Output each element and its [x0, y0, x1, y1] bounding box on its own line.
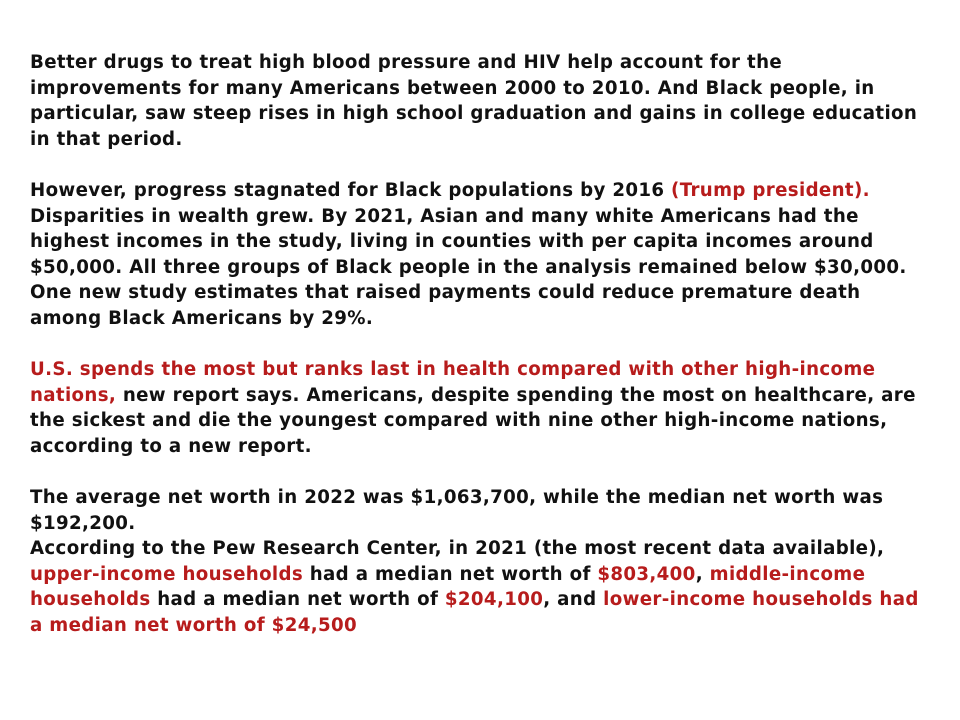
paragraph-us-health-ranking [30, 357, 930, 459]
middle-income-highlight: middle-income households [30, 563, 866, 611]
paragraph-spacer [30, 152, 930, 178]
wealth-disparities-text: Disparities in wealth grew. By 2021, Asian and many white Americans had the highest incomes in the study, living in counties with per capita incomes around $50,000. All three groups of Black people in the analysis remained below $30,000. [30, 205, 907, 278]
new-report-text: new report says. Americans, despite spending the most on healthcare, are the sickest and die the youngest compared with nine other high-income nations, according to a new report. [30, 384, 916, 457]
pew-intro-text: According to the Pew Research Center, in 2021 (the most recent data available), [30, 538, 885, 560]
median-text-2: had a median net worth of [150, 589, 445, 611]
and-text: , and [543, 589, 604, 611]
paragraph-premature-death-study: One new study estimates that raised payments could reduce premature death among Black Americans by 29%. [30, 282, 861, 329]
lower-income-highlight: lower-income households had a median net worth of $24,500 [30, 589, 919, 637]
paragraph-pew-research [30, 536, 930, 638]
middle-income-value: $204,100 [444, 589, 544, 611]
paragraph-net-worth-2022: The average net worth in 2022 was $1,063,700, while the median net worth was $192,200. [30, 487, 884, 534]
document-body [30, 50, 930, 639]
upper-income-value: $803,400 [597, 563, 696, 585]
paragraph-spacer [30, 460, 930, 486]
upper-income-highlight: upper-income households [30, 563, 304, 585]
median-text-1: had a median net worth of [303, 563, 598, 585]
separator-comma: , [695, 563, 710, 585]
paragraph-spacer [30, 332, 930, 358]
progress-text: However, progress stagnated for Black populations by 2016 [30, 179, 672, 201]
paragraph-progress-stagnated [30, 178, 930, 280]
paragraph-health-improvements: Better drugs to treat high blood pressure and HIV help account for the improvements for many Americans between 2000 to 2010. And Black people, in particular, saw steep rises in high school graduation and gains in college education in that period. [30, 52, 918, 150]
trump-president-highlight: (Trump president). [671, 179, 870, 201]
us-spends-most-highlight: U.S. spends the most but ranks last in health compared with other high-income nations, [30, 359, 876, 406]
